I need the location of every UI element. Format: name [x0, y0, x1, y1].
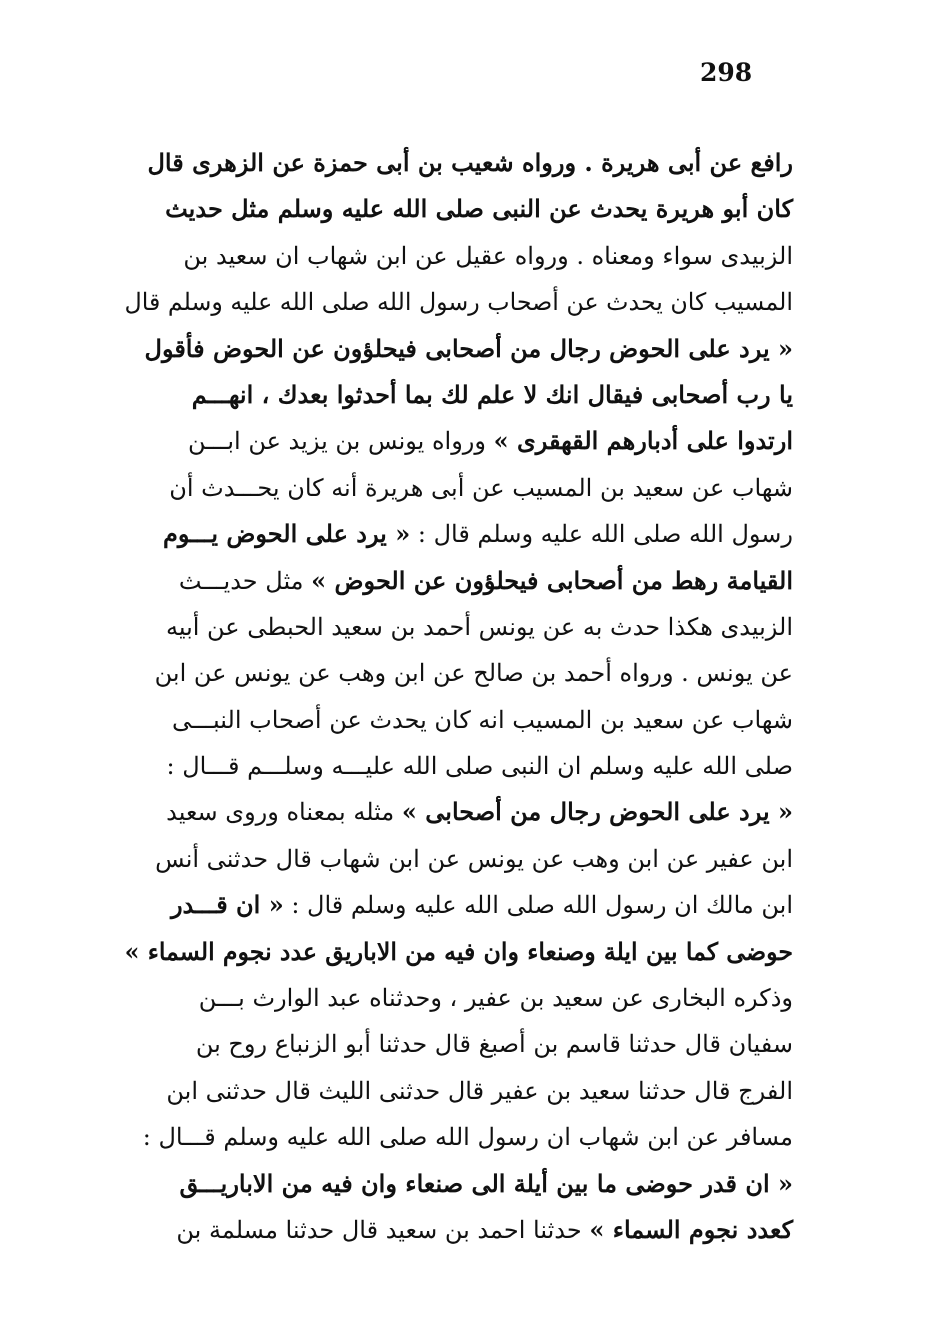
- text-line: [125, 697, 793, 743]
- text-segment: الفرج قال حدثنا سعيد بن عفير قال حدثنى الليث قال حدثنى ابن: [166, 1076, 793, 1105]
- text-segment: وذكره البخارى عن سعيد بن عفير ، وحدثناه عبد الوارث بـــن: [198, 984, 793, 1013]
- text-segment: عن يونس . ورواه أحمد بن صالح عن ابن وهب عن يونس عن ابن: [154, 659, 793, 688]
- text-line: [125, 743, 793, 789]
- bold-hadith-text: القيامة رهط من أصحابى فيحلؤون عن الحوض »: [311, 565, 793, 595]
- bold-hadith-text: « ان قـــدر: [170, 890, 284, 920]
- bold-hadith-text: « ان قدر حوضى ما بين أيلة الى صنعاء وان فيه من الاباريـــق: [179, 1168, 793, 1198]
- text-segment: مثل حديـــث: [178, 566, 312, 595]
- text-line: [125, 465, 793, 511]
- bold-hadith-text: رافع عن أبى هريرة . ورواه شعيب بن أبى حمزة عن الزهرى قال: [147, 148, 793, 177]
- text-segment: صلى الله عليه وسلم ان النبى صلى الله عليـــه وسلـــم قـــال :: [166, 752, 793, 781]
- text-line: [125, 975, 793, 1021]
- text-line: [125, 604, 793, 650]
- text-segment: الزبيدى سواء ومعناه . ورواه عقيل عن ابن شهاب ان سعيد بن: [183, 241, 793, 270]
- text-line: [125, 140, 793, 186]
- bold-hadith-text: حوضى كما بين ايلة وصنعاء وان فيه من الاباريق عدد نجوم السماء »: [124, 936, 793, 966]
- text-line: [125, 650, 793, 696]
- text-line: [125, 558, 793, 604]
- text-line: [125, 326, 793, 372]
- text-line: [124, 929, 793, 975]
- text-line: [125, 1207, 793, 1253]
- text-segment: سفيان قال حدثنا قاسم بن أصبغ قال حدثنا أبو الزنباع روح بن: [195, 1030, 793, 1059]
- body-text: [125, 140, 793, 1253]
- bold-hadith-text: كان أبو هريرة يحدث عن النبى صلى الله عليه وسلم مثل حديث: [165, 194, 793, 224]
- text-segment: الزبيدى هكذا حدث به عن يونس أحمد بن سعيد الحبطى عن أبيه: [165, 612, 793, 641]
- text-segment: مسافر عن ابن شهاب ان رسول الله صلى الله عليه وسلم قـــال :: [142, 1123, 793, 1152]
- text-line: [125, 233, 793, 279]
- text-line: [125, 372, 793, 418]
- text-line: [125, 1068, 793, 1114]
- text-line: [124, 279, 794, 325]
- text-line: [125, 882, 793, 928]
- text-segment: حدثنا احمد بن سعيد قال حدثنا مسلمة بن: [176, 1215, 590, 1244]
- text-segment: رسول الله صلى الله عليه وسلم قال :: [410, 520, 793, 549]
- text-segment: ورواه يونس بن يزيد عن ابـــن: [188, 427, 494, 456]
- text-line: [125, 1161, 793, 1207]
- bold-hadith-text: « يرد على الحوض رجال من أصحابى فيحلؤون عن الحوض فأقول: [144, 333, 793, 363]
- text-segment: مثله بمعناه وروى سعيد: [166, 798, 402, 827]
- text-line: [125, 186, 793, 232]
- text-line: [125, 789, 793, 835]
- bold-hadith-text: ارتدوا على أدبارهم القهقرى »: [493, 426, 793, 456]
- text-segment: شهاب عن سعيد بن المسيب عن أبى هريرة أنه كان يحـــدث أن: [169, 473, 793, 502]
- text-line: [125, 1021, 793, 1067]
- text-segment: ابن عفير عن ابن وهب عن يونس عن ابن شهاب قال حدثنى أنس: [155, 844, 793, 873]
- bold-hadith-text: يا رب أصحابى فيقال انك لا علم لك بما أحدثوا بعدك ، انهـــم: [191, 379, 793, 409]
- text-line: [125, 1114, 793, 1160]
- text-segment: المسيب كان يحدث عن أصحاب رسول الله صلى الله عليه وسلم قال: [124, 288, 794, 317]
- bold-hadith-text: كعدد نجوم السماء »: [589, 1214, 793, 1244]
- text-segment: ابن مالك ان رسول الله صلى الله عليه وسلم قال :: [283, 891, 793, 920]
- text-line: [125, 418, 793, 464]
- text-line: [125, 511, 793, 557]
- bold-hadith-text: « يرد على الحوض رجال من أصحابى »: [401, 797, 793, 827]
- page-number: 298: [700, 58, 753, 87]
- text-line: [125, 836, 793, 882]
- bold-hadith-text: « يرد على الحوض يـــوم: [163, 519, 411, 549]
- text-segment: شهاب عن سعيد بن المسيب انه كان يحدث عن أصحاب النبـــى: [171, 705, 793, 734]
